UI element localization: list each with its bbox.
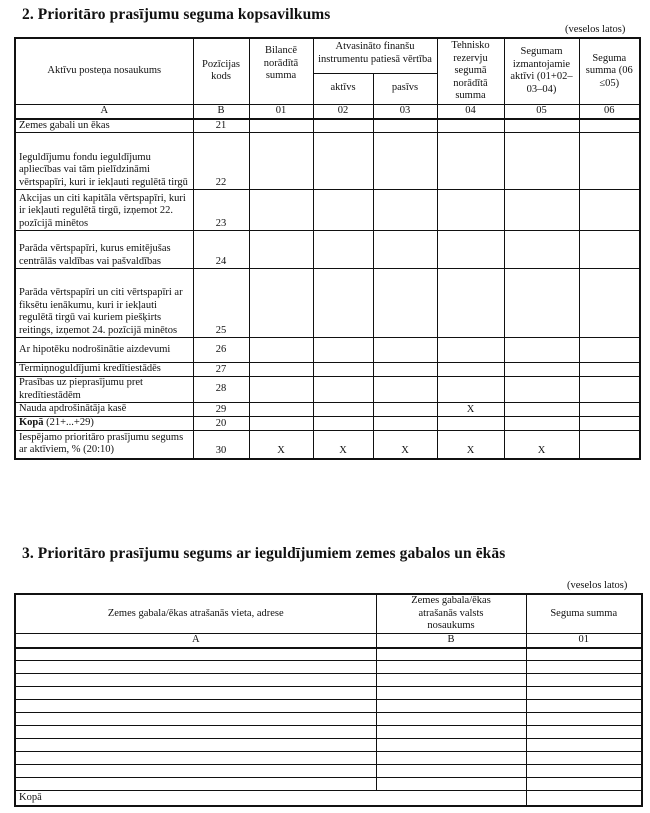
address-cell[interactable] bbox=[15, 726, 376, 739]
header-assets: aktīvs bbox=[313, 73, 373, 104]
address-cell[interactable] bbox=[15, 752, 376, 765]
table-row bbox=[15, 231, 640, 269]
value-cell[interactable] bbox=[313, 363, 373, 377]
position-code: 30 bbox=[193, 431, 249, 459]
table-row bbox=[15, 739, 642, 752]
column-letter: B bbox=[376, 633, 526, 648]
value-cell[interactable] bbox=[249, 363, 313, 377]
position-code: 23 bbox=[193, 190, 249, 231]
row-label: Iespējamo prioritāro prasījumu segums ar aktīviem, % (20:10) bbox=[15, 431, 193, 459]
row-label bbox=[15, 417, 193, 431]
section2-units: (veselos latos) bbox=[565, 24, 626, 35]
value-cell[interactable] bbox=[579, 377, 640, 403]
sum-cell[interactable] bbox=[526, 700, 642, 713]
row-label: Akcijas un citi kapitāla vērtspapīri, kuri ir iekļauti regulētā tirgū, izņemot 22. pozīcijā minētos bbox=[15, 190, 193, 231]
value-cell[interactable] bbox=[504, 269, 579, 338]
value-cell[interactable] bbox=[249, 417, 313, 431]
value-cell[interactable] bbox=[579, 338, 640, 363]
header-address: Zemes gabala/ēkas atrašanās vieta, adrese bbox=[15, 594, 376, 633]
value-cell[interactable] bbox=[249, 133, 313, 190]
total-sum-cell[interactable] bbox=[526, 791, 642, 806]
country-cell[interactable] bbox=[376, 752, 526, 765]
table-row bbox=[15, 338, 640, 363]
value-cell[interactable] bbox=[504, 377, 579, 403]
value-cell[interactable] bbox=[579, 403, 640, 417]
row-label: Termiņnoguldījumi kredītiestādēs bbox=[15, 363, 193, 377]
sum-cell[interactable] bbox=[526, 752, 642, 765]
not-applicable-mark: X bbox=[504, 431, 579, 459]
value-cell[interactable] bbox=[504, 190, 579, 231]
position-code: 24 bbox=[193, 231, 249, 269]
country-cell[interactable] bbox=[376, 661, 526, 674]
value-cell[interactable] bbox=[249, 403, 313, 417]
value-cell[interactable] bbox=[313, 377, 373, 403]
table-row bbox=[15, 752, 642, 765]
value-cell[interactable] bbox=[579, 190, 640, 231]
table-row bbox=[15, 726, 642, 739]
column-letter: 03 bbox=[373, 104, 437, 119]
column-letter: 05 bbox=[504, 104, 579, 119]
country-cell[interactable] bbox=[376, 687, 526, 700]
country-cell[interactable] bbox=[376, 765, 526, 778]
value-cell[interactable] bbox=[249, 338, 313, 363]
value-cell[interactable] bbox=[313, 269, 373, 338]
table-row bbox=[15, 363, 640, 377]
position-code: 22 bbox=[193, 133, 249, 190]
not-applicable-mark: X bbox=[437, 431, 504, 459]
table-row bbox=[15, 403, 640, 417]
value-cell[interactable] bbox=[437, 269, 504, 338]
table-row bbox=[15, 661, 642, 674]
value-cell[interactable] bbox=[437, 338, 504, 363]
value-cell[interactable] bbox=[313, 190, 373, 231]
row-label-text: (21+...+29) bbox=[43, 417, 94, 429]
value-cell[interactable] bbox=[504, 338, 579, 363]
value-cell[interactable] bbox=[437, 377, 504, 403]
value-cell[interactable] bbox=[313, 119, 373, 133]
table-row bbox=[15, 133, 640, 190]
value-cell[interactable] bbox=[313, 231, 373, 269]
priority-claims-summary-table bbox=[14, 37, 641, 460]
sum-cell[interactable] bbox=[526, 687, 642, 700]
address-cell[interactable] bbox=[15, 778, 376, 791]
header-sum: Seguma summa bbox=[526, 594, 642, 633]
position-code: 21 bbox=[193, 119, 249, 133]
table-row bbox=[15, 778, 642, 791]
row-label: Parāda vērtspapīri un citi vērtspapīri ar fiksētu ienākumu, kuri ir iekļauti regulētā tirgū vai kuriem piešķirts reitings, izņemot 24. pozīcijā minētos bbox=[15, 269, 193, 338]
address-cell[interactable] bbox=[15, 713, 376, 726]
table-row bbox=[15, 648, 642, 661]
column-letter: A bbox=[15, 633, 376, 648]
not-applicable-mark: X bbox=[373, 431, 437, 459]
country-cell[interactable] bbox=[376, 713, 526, 726]
row-label-bold: Kopā bbox=[19, 417, 44, 429]
column-letter: 01 bbox=[249, 104, 313, 119]
table-row bbox=[15, 190, 640, 231]
header-name: Aktīvu posteņa nosaukums bbox=[15, 38, 193, 104]
sum-cell[interactable] bbox=[526, 648, 642, 661]
value-cell[interactable] bbox=[249, 119, 313, 133]
sum-cell[interactable] bbox=[526, 713, 642, 726]
value-cell[interactable] bbox=[373, 269, 437, 338]
value-cell[interactable] bbox=[373, 119, 437, 133]
header-code: Pozīcijas kods bbox=[193, 38, 249, 104]
row-label: Ar hipotēku nodrošinātie aizdevumi bbox=[15, 338, 193, 363]
table-row bbox=[15, 119, 640, 133]
real-estate-coverage-table bbox=[14, 593, 643, 807]
country-cell[interactable] bbox=[376, 778, 526, 791]
table-row bbox=[15, 269, 640, 338]
sum-cell[interactable] bbox=[526, 765, 642, 778]
value-cell[interactable] bbox=[579, 133, 640, 190]
table-row bbox=[15, 687, 642, 700]
column-letter: 01 bbox=[526, 633, 642, 648]
value-cell[interactable] bbox=[504, 231, 579, 269]
value-cell[interactable] bbox=[313, 133, 373, 190]
country-cell[interactable] bbox=[376, 648, 526, 661]
value-cell[interactable] bbox=[579, 417, 640, 431]
value-cell[interactable] bbox=[579, 269, 640, 338]
value-cell[interactable] bbox=[579, 363, 640, 377]
address-cell[interactable] bbox=[15, 687, 376, 700]
header-balance: Bilancē norādītā summa bbox=[249, 38, 313, 104]
value-cell[interactable] bbox=[373, 338, 437, 363]
value-cell[interactable] bbox=[579, 431, 640, 459]
table-row bbox=[15, 377, 640, 403]
position-code: 28 bbox=[193, 377, 249, 403]
table-row bbox=[15, 674, 642, 687]
position-code: 26 bbox=[193, 338, 249, 363]
row-label: Prasības uz pieprasījumu pret kredītiestādēm bbox=[15, 377, 193, 403]
value-cell[interactable] bbox=[249, 269, 313, 338]
header-country: Zemes gabala/ēkas atrašanās valsts nosaukums bbox=[376, 594, 526, 633]
value-cell[interactable] bbox=[373, 231, 437, 269]
value-cell[interactable] bbox=[313, 403, 373, 417]
total-label: Kopā bbox=[15, 791, 526, 806]
value-cell[interactable] bbox=[437, 190, 504, 231]
value-cell[interactable] bbox=[373, 403, 437, 417]
sum-cell[interactable] bbox=[526, 739, 642, 752]
country-cell[interactable] bbox=[376, 726, 526, 739]
total-row bbox=[15, 791, 642, 806]
row-label: Ieguldījumu fondu ieguldījumu apliecības vai tām pielīdzināmi vērtspapīri, kuri ir iekļauti regulētā tirgū bbox=[15, 133, 193, 190]
section2-title: 2. Prioritāro prasījumu seguma kopsavilkums bbox=[22, 6, 331, 23]
value-cell[interactable] bbox=[437, 363, 504, 377]
value-cell[interactable] bbox=[249, 377, 313, 403]
header-liabilities: pasīvs bbox=[373, 73, 437, 104]
row-label: Parāda vērtspapīri, kurus emitējušas centrālās valdības vai pašvaldības bbox=[15, 231, 193, 269]
position-code: 29 bbox=[193, 403, 249, 417]
header-derivatives: Atvasināto finanšu instrumentu patiesā vērtība bbox=[313, 38, 437, 73]
value-cell[interactable] bbox=[579, 231, 640, 269]
sum-cell[interactable] bbox=[526, 778, 642, 791]
value-cell[interactable] bbox=[373, 377, 437, 403]
table-row bbox=[15, 765, 642, 778]
value-cell[interactable] bbox=[437, 231, 504, 269]
table-row bbox=[15, 713, 642, 726]
column-letter: 04 bbox=[437, 104, 504, 119]
value-cell[interactable] bbox=[579, 119, 640, 133]
value-cell[interactable] bbox=[504, 119, 579, 133]
column-letter: 02 bbox=[313, 104, 373, 119]
position-code: 25 bbox=[193, 269, 249, 338]
column-letter: 06 bbox=[579, 104, 640, 119]
address-cell[interactable] bbox=[15, 648, 376, 661]
table-row bbox=[15, 700, 642, 713]
address-cell[interactable] bbox=[15, 739, 376, 752]
header-coverage: Seguma summa (06 ≤05) bbox=[579, 38, 640, 104]
column-letter: B bbox=[193, 104, 249, 119]
table-row bbox=[15, 431, 640, 459]
value-cell[interactable] bbox=[437, 133, 504, 190]
row-label: Zemes gabali un ēkas bbox=[15, 119, 193, 133]
country-cell[interactable] bbox=[376, 739, 526, 752]
sum-cell[interactable] bbox=[526, 726, 642, 739]
value-cell[interactable] bbox=[437, 119, 504, 133]
address-cell[interactable] bbox=[15, 765, 376, 778]
country-cell[interactable] bbox=[376, 700, 526, 713]
value-cell[interactable] bbox=[504, 417, 579, 431]
table-row bbox=[15, 417, 640, 431]
header-usable: Segumam izmantojamie aktīvi (01+02–03–04) bbox=[504, 38, 579, 104]
value-cell[interactable] bbox=[373, 417, 437, 431]
not-applicable-mark: X bbox=[437, 403, 504, 417]
position-code: 27 bbox=[193, 363, 249, 377]
not-applicable-mark: X bbox=[249, 431, 313, 459]
sum-cell[interactable] bbox=[526, 661, 642, 674]
value-cell[interactable] bbox=[373, 363, 437, 377]
value-cell[interactable] bbox=[504, 133, 579, 190]
section3-title: 3. Prioritāro prasījumu segums ar ieguldījumiem zemes gabalos un ēkās bbox=[22, 545, 506, 562]
value-cell[interactable] bbox=[249, 231, 313, 269]
value-cell[interactable] bbox=[437, 417, 504, 431]
country-cell[interactable] bbox=[376, 674, 526, 687]
value-cell[interactable] bbox=[504, 403, 579, 417]
row-label: Nauda apdrošinātāja kasē bbox=[15, 403, 193, 417]
section3-units: (veselos latos) bbox=[567, 580, 628, 591]
value-cell[interactable] bbox=[504, 363, 579, 377]
not-applicable-mark: X bbox=[313, 431, 373, 459]
address-cell[interactable] bbox=[15, 700, 376, 713]
column-letter: A bbox=[15, 104, 193, 119]
position-code: 20 bbox=[193, 417, 249, 431]
value-cell[interactable] bbox=[313, 417, 373, 431]
address-cell[interactable] bbox=[15, 661, 376, 674]
value-cell[interactable] bbox=[373, 190, 437, 231]
value-cell[interactable] bbox=[313, 338, 373, 363]
sum-cell[interactable] bbox=[526, 674, 642, 687]
header-technical: Tehnisko rezervju segumā norādītā summa bbox=[437, 38, 504, 104]
value-cell[interactable] bbox=[249, 190, 313, 231]
value-cell[interactable] bbox=[373, 133, 437, 190]
address-cell[interactable] bbox=[15, 674, 376, 687]
